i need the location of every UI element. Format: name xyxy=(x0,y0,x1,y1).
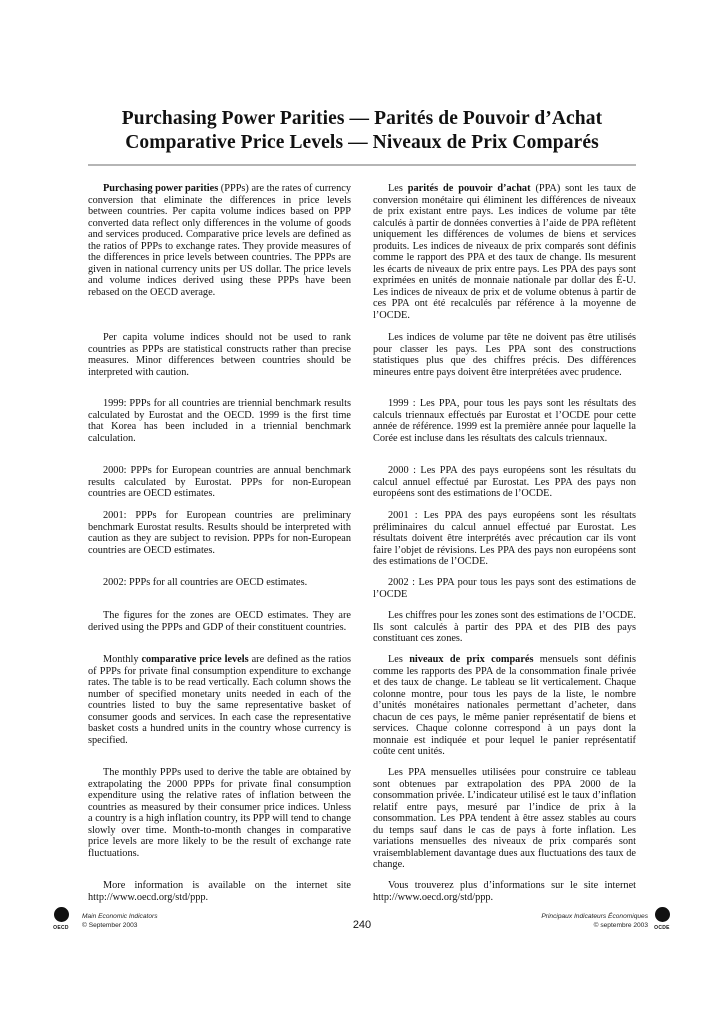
title-line-1: Purchasing Power Parities — Parités de Pouvoir d’Achat xyxy=(121,108,603,129)
fr-para-zones: Les chiffres pour les zones sont des estimations de l’OCDE. Ils sont calculés à partir des PPA et des PIB des pays constituant ces zones. xyxy=(373,610,636,645)
en-para-1999: 1999: PPPs for all countries are triennial benchmark results calculated by Eurostat and the OECD. 1999 is the first time that Korea has been included in a triennial benchmark calculation. xyxy=(88,398,351,444)
fr-para-ppa-definition: Les parités de pouvoir d’achat (PPA) sont les taux de conversion monétaire qui éliminent les différences de niveaux de prix existant entre pays. Les indices de volume par tête calculés à partir de données converties à l’aide de PPA reflètent uniquement les différences de volumes de biens et services produits. Les indices de niveaux de prix comparés sont définis comme le rapport des PPA et des taux de change. Ils mesurent les écarts de niveaux de prix entre pays. Les PPA des pays sont exprimées en unités de monnaie nationale par dollar des É-U. Les indices de niveaux de prix et de volume obtenus à partir de ces PPA ont été recalculés par référence à la moyenne de l’OCDE. xyxy=(373,183,636,322)
en-para-zones: The figures for the zones are OECD estimates. They are derived using the PPPs and GDP of their constituent countries. xyxy=(88,610,351,633)
fr-para-1999: 1999 : Les PPA, pour tous les pays sont les résultats des calculs triennaux effectués par Eurostat et l’OCDE pour cette année de référence. 1999 est la première année pour laquelle la Corée est incluse dans les résultats des calculs triennaux. xyxy=(373,398,636,444)
fr-para-plus-info: Vous trouverez plus d’informations sur le site internet http://www.oecd.org/std/ppp. xyxy=(373,880,636,903)
fr-para-2000: 2000 : Les PPA des pays européens sont les résultats du calcul annuel effectué par Eurostat. Les PPA des pays non européens sont des estimations de l’OCDE. xyxy=(373,465,636,500)
ocde-logo xyxy=(652,907,672,931)
footer-publication-en: Main Economic Indicators xyxy=(82,913,158,920)
fr-para-2002: 2002 : Les PPA pour tous les pays sont des estimations de l’OCDE xyxy=(373,577,636,600)
fr-para-volume-indices: Les indices de volume par tête ne doivent pas être utilisés pour classer les pays. Les PPA sont des constructions statistiques plus que des chiffres précis. Des différences mineures entre pays doivent être interprétées avec prudence. xyxy=(373,332,636,378)
oecd-logo xyxy=(52,907,70,931)
ocde-logo-text: OCDE xyxy=(654,925,670,931)
footer-publication-fr: Principaux Indicateurs Économiques xyxy=(541,913,648,920)
en-para-more-info: More information is available on the internet site http://www.oecd.org/std/ppp. xyxy=(88,880,351,903)
en-para-monthly-ppps: The monthly PPPs used to derive the table are obtained by extrapolating the 2000 PPPs for private final consumption expenditure using the relative rates of inflation between the countries as measured by their consumer price indices. Unless a country is a high inflation country, its PPP will tend to change slowly over time. Month-to-month changes in comparative price levels are more likely to be the result of exchange rate fluctuations. xyxy=(88,767,351,859)
page-number: 240 xyxy=(352,919,372,931)
footer-copyright-en: © September 2003 xyxy=(82,922,138,929)
ocde-logo-icon xyxy=(655,907,670,922)
en-para-comparative-price-levels: Monthly comparative price levels are defined as the ratios of PPPs for private final consumption expenditure to exchange rates. The table is to be read vertically. Each column shows the number of specified monetary units needed in each of the countries listed to buy the same representative basket of consumer goods and services. In each case the representative basket costs a hundred units in the country whose currency is specified. xyxy=(88,654,351,746)
footer-left-text xyxy=(82,912,158,930)
fr-para-ppa-mensuelles: Les PPA mensuelles utilisées pour construire ce tableau sont obtenues par extrapolation des PPA 2000 de la consommation privée. L’indicateur utilisé est le taux d’inflation relatif entre pays, mesuré par l’indice de prix à la consommation. Les PPA tendent à être assez stables au cours du temps sauf dans le cas de pays à forte inflation. Les variations mensuelles des niveaux de prix comparés sont vraisemblablement davantage dues aux fluctuations des taux de change. xyxy=(373,767,636,871)
page-title xyxy=(60,107,664,155)
fr-para-2001: 2001 : Les PPA des pays européens sont les résultats préliminaires du calcul annuel effectué par Eurostat. Les résultats doivent être interprétés avec précaution car ils vont faire l’objet de révisions. Les PPA des pays non européens sont des estimations de l’OCDE. xyxy=(373,510,636,568)
fr-para-niveaux-prix: Les niveaux de prix comparés mensuels sont définis comme les rapports des PPA de la consommation finale privée et des taux de change. Le tableau se lit verticalement. Chaque colonne montre, pour tous les pays de la liste, le nombre d’unités monétaires nationales permettant d’acheter, dans chacun de ces pays, le même panier représentatif de biens et services. Chaque colonne correspond à un pays dont la monnaie est indiquée et pour lequel le panier représentatif coûte cent unités. xyxy=(373,654,636,758)
oecd-logo-text: OECD xyxy=(53,925,69,931)
en-para-2000: 2000: PPPs for European countries are annual benchmark results calculated by Eurostat. PPPs for non-European countries are OECD estimates. xyxy=(88,465,351,500)
en-para-2002: 2002: PPPs for all countries are OECD estimates. xyxy=(103,577,308,588)
en-para-ppp-definition: Purchasing power parities (PPPs) are the rates of currency conversion that eliminate the differences in price levels between countries. Per capita volume indices based on PPP converted data reflect only differences in the volume of goods and services produced. Comparative price levels are defined as the ratios of PPPs to exchange rates. They provide measures of the differences in price levels between countries. The PPPs are given in national currency units per US dollar. The price levels and volume indices derived using these PPPs have been rebased on the OECD average. xyxy=(88,183,351,298)
title-divider xyxy=(88,164,636,166)
footer-right-text xyxy=(500,912,648,930)
en-para-volume-indices: Per capita volume indices should not be used to rank countries as PPPs are statistical constructs rather than precise measures. Minor differences between countries should be interpreted with caution. xyxy=(88,332,351,378)
en-para-2001: 2001: PPPs for European countries are preliminary benchmark Eurostat results. Results should be interpreted with caution as they are subject to revision. PPPs for non-European countries are OECD estimates. xyxy=(88,510,351,556)
footer-copyright-fr: © septembre 2003 xyxy=(593,922,648,929)
title-line-2: Comparative Price Levels — Niveaux de Prix Comparés xyxy=(125,132,599,153)
oecd-logo-icon xyxy=(54,907,69,922)
